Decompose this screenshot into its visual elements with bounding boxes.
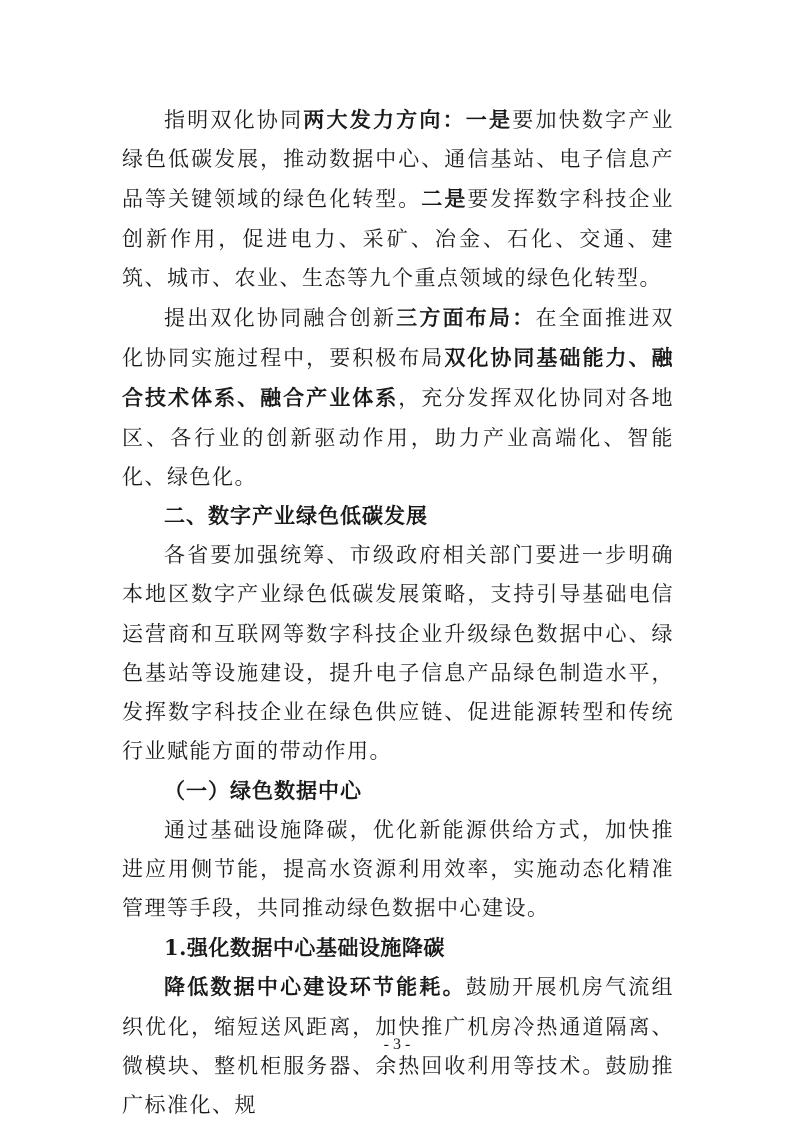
text-run: 提出双化协同融合创新: [164, 306, 397, 331]
bold-run: 双化协同基础能力、融合技术体系、融合产业体系: [122, 345, 675, 411]
paragraph-three-layouts: [122, 298, 674, 497]
section-heading: 二、数字产业绿色低碳发展: [164, 504, 428, 529]
bold-run: 降低数据中心建设环节能耗。: [164, 974, 466, 1000]
paragraph-digital-industry: 各省要加强统筹、市级政府相关部门要进一步明确本地区数字产业绿色低碳发展策略，支持引导基础电信运营商和互联网等数字科技企业升级绿色数据中心、绿色基站等设施建设，提升电子信息产品绿色制造水平，发挥数字科技企业在绿色供应链、促进能源转型和传统行业赋能方面的带动作用。: [122, 543, 674, 764]
paragraph-green-data-center: 通过基础设施降碳，优化新能源供给方式，加快推进应用侧节能，提高水资源利用效率，实施动态化精准管理等手段，共同推动绿色数据中心建设。: [122, 817, 674, 921]
text-run: 要发挥数字科技企业创新作用，促进电力、采矿、冶金、石化、交通、建筑、城市、农业、生态等九个重点领域的绿色化转型。: [122, 187, 675, 290]
paragraph-two-directions: [122, 100, 674, 298]
bold-run: 三方面布局：: [396, 305, 536, 331]
bold-run: 两大发力方向：一是: [303, 107, 513, 132]
subsection-heading: （一）绿色数据中心: [164, 778, 362, 804]
text-run: ，充分发挥双化协同对各地区、各行业的创新驱动作用，助力产业高端化、智能化、绿色化。: [122, 386, 675, 489]
page-number: - 3 -: [383, 1036, 411, 1053]
bold-run: 二是: [421, 186, 468, 212]
body-text: [122, 100, 674, 1125]
text-run: 鼓励开展机房气流组织优化，缩短送风距离，加快推广机房冷热通道隔离、微模块、整机柜服务器、余热回收利用等技术。鼓励推广标准化、规: [122, 975, 675, 1118]
text-run: 在全面推进双化协同实施过程中，要积极布局: [122, 306, 675, 371]
text-run: 指明双化协同: [164, 108, 304, 132]
item-heading: 1.强化数据中心基础设施降碳: [164, 935, 445, 961]
text-run: 要加快数字产业绿色低碳发展，推动数据中心、通信基站、电子信息产品等关键领域的绿色化转型。: [122, 108, 675, 212]
